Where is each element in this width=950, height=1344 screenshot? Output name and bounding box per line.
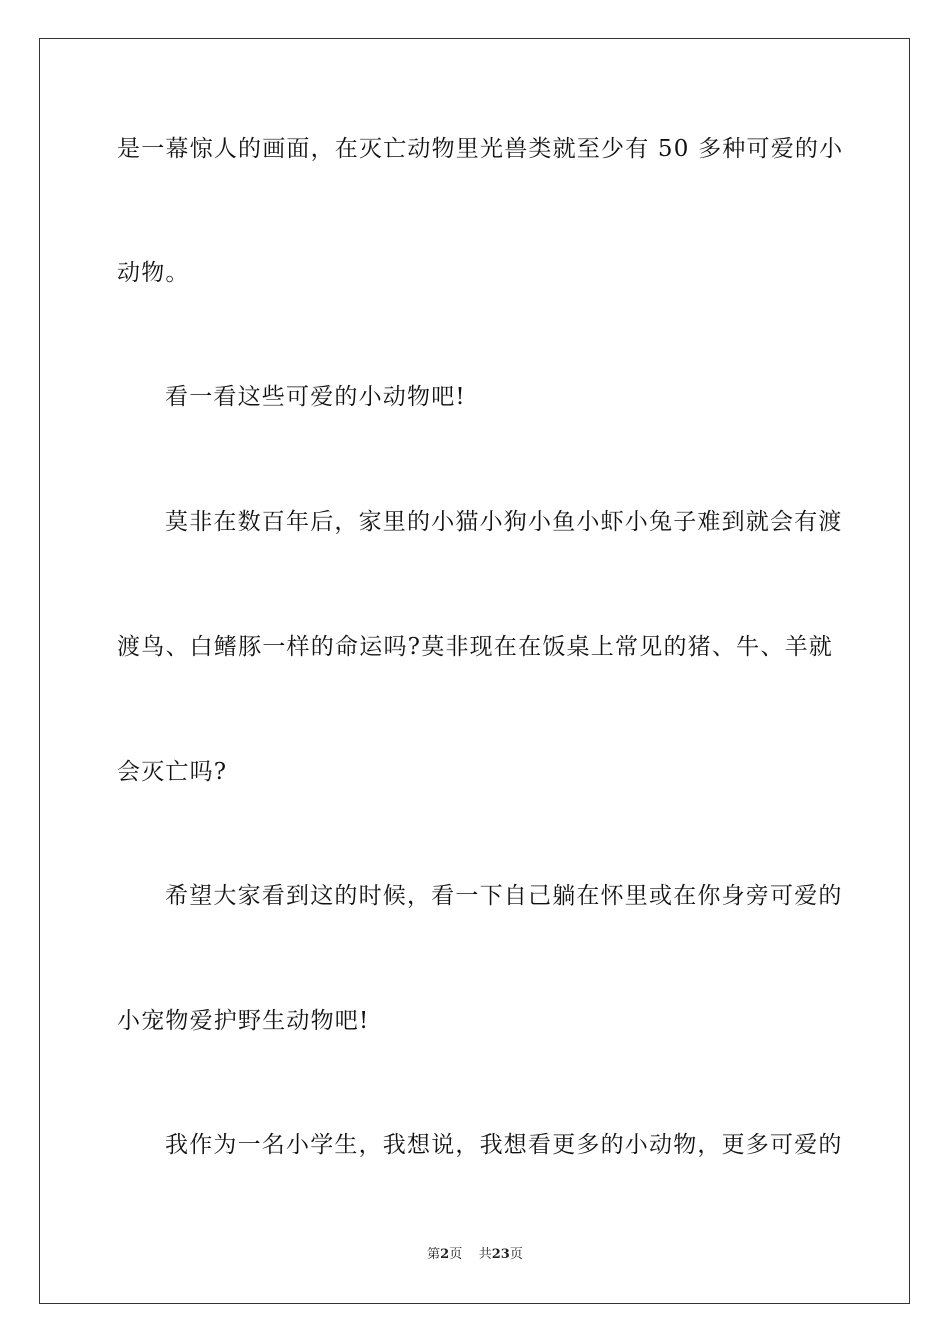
text-line-2: 动物。 (117, 260, 190, 286)
page-footer (0, 1247, 950, 1263)
footer-total-pages: 23 (491, 1247, 510, 1262)
page-border (39, 38, 910, 1304)
text-line-7: 希望大家看到这的时候，看一下自己躺在怀里或在你身旁可爱的 (165, 883, 843, 909)
footer-total-prefix: 共 (478, 1247, 492, 1262)
text-line-4: 莫非在数百年后，家里的小猫小狗小鱼小虾小兔子难到就会有渡 (165, 509, 843, 535)
footer-page-number: 2 (440, 1247, 450, 1262)
footer-total-suffix: 页 (509, 1247, 523, 1262)
text-line-5: 渡鸟、白鳍豚一样的命运吗?莫非现在在饭桌上常见的猪、牛、羊就 (117, 634, 833, 660)
text-line-9: 我作为一名小学生，我想说，我想看更多的小动物，更多可爱的 (165, 1132, 843, 1158)
footer-page-suffix: 页 (449, 1247, 463, 1262)
footer-page-prefix: 第 (427, 1247, 441, 1262)
text-line-1: 是一幕惊人的画面，在灭亡动物里光兽类就至少有 50 多种可爱的小 (117, 136, 844, 162)
text-line-8: 小宠物爱护野生动物吧! (117, 1008, 370, 1034)
text-line-3: 看一看这些可爱的小动物吧! (165, 384, 466, 410)
text-line-6: 会灭亡吗? (117, 759, 228, 785)
